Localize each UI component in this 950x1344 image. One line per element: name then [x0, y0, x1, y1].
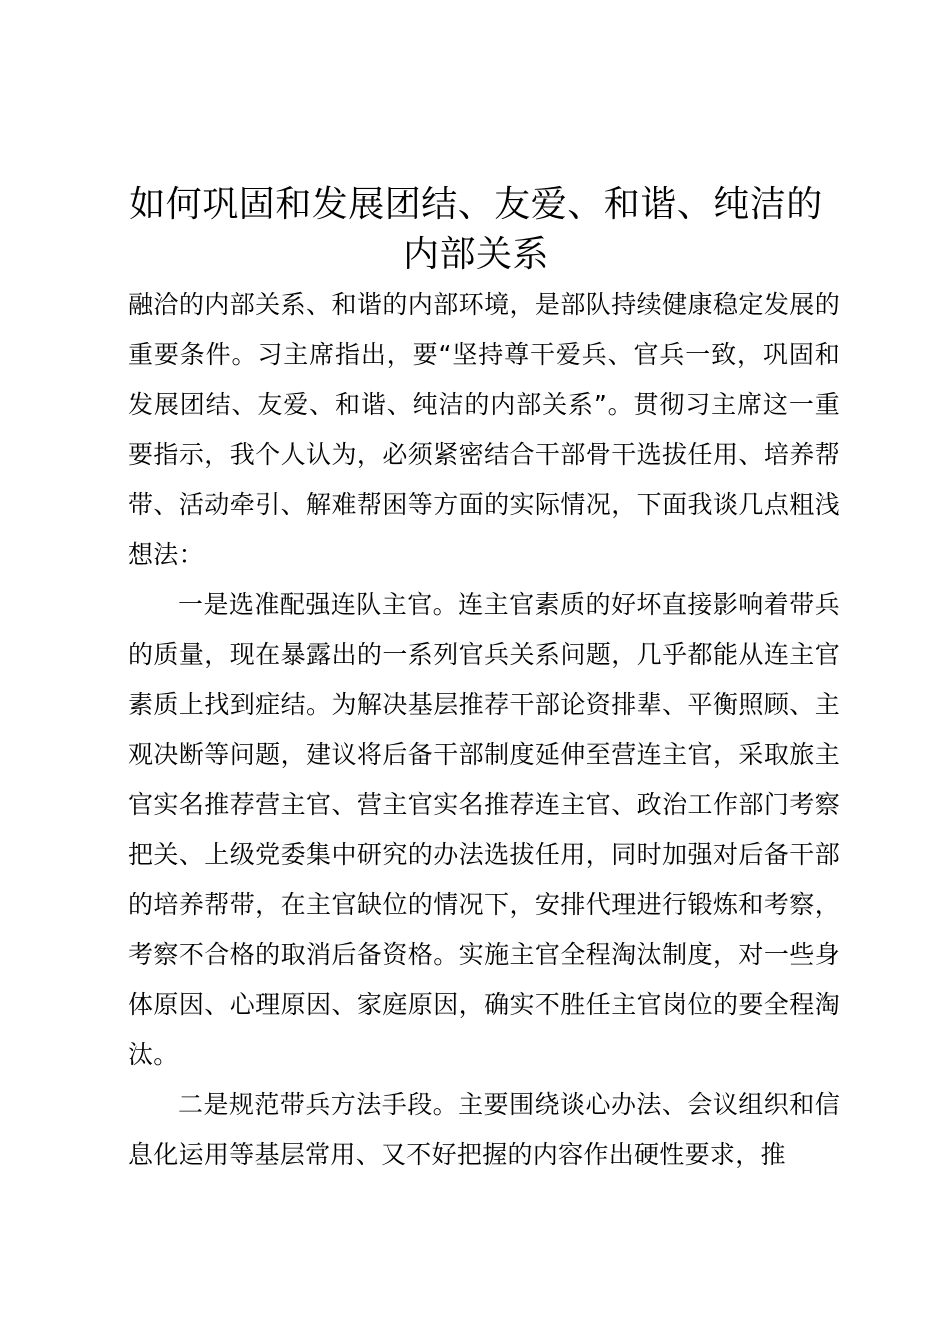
document-title: 如何巩固和发展团结、友爱、和谐、纯洁的内部关系 [129, 184, 823, 275]
paragraph-intro: 融洽的内部关系、和谐的内部环境，是部队持续健康稳定发展的重要条件。习主席指出，要“坚持尊干爱兵、官兵一致，巩固和发展团结、友爱、和谐、纯洁的内部关系”。贯彻习主席这一重要指示，我个人认为，必须紧密结合干部骨干选拔任用、培养帮带、活动牵引、解难帮困等方面的实际情况，下面我谈几点粗浅想法： [128, 290, 840, 569]
paragraph-point-two: 二是规范带兵方法手段。主要围绕谈心办法、会议组织和信息化运用等基层常用、又不好把握的内容作出硬性要求，推 [128, 1090, 840, 1169]
document-body [128, 280, 840, 1180]
paragraph-point-one: 一是选准配强连队主官。连主官素质的好坏直接影响着带兵的质量，现在暴露出的一系列官兵关系问题，几乎都能从连主官素质上找到症结。为解决基层推荐干部论资排辈、平衡照顾、主观决断等问题，建议将后备干部制度延伸至营连主官，采取旅主官实名推荐营主官、营主官实名推荐连主官、政治工作部门考察把关、上级党委集中研究的办法选拔任用，同时加强对后备干部的培养帮带，在主官缺位的情况下，安排代理进行锻炼和考察，考察不合格的取消后备资格。实施主官全程淘汰制度，对一些身体原因、心理原因、家庭原因，确实不胜任主官岗位的要全程淘汰。 [128, 590, 840, 1069]
